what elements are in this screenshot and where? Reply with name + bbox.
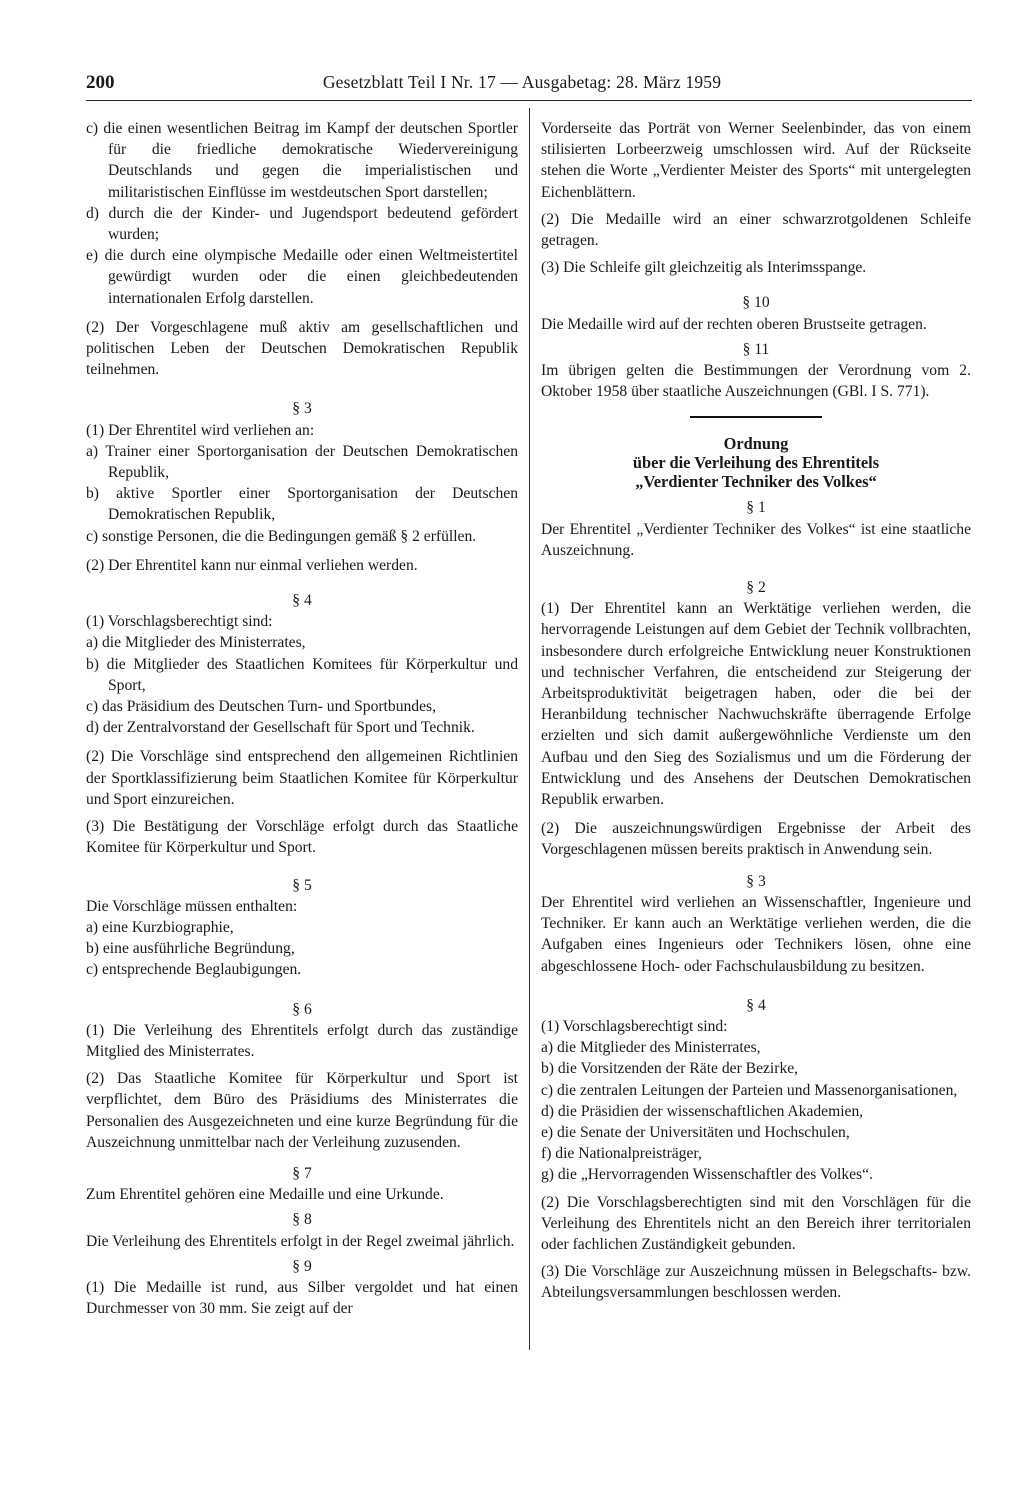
section-9-clause-2: (2) Die Medaille wird an einer schwarzrotgoldenen Schleife getragen. bbox=[541, 210, 971, 250]
left-column bbox=[86, 118, 518, 1319]
section-8-text: Die Verleihung des Ehrentitels erfolgt in der Regel zweimal jährlich. bbox=[86, 1232, 515, 1250]
ordnung-section-2-clause-1: (1) Der Ehrentitel kann an Werktätige verliehen werden, die hervorragende Leistungen auf dem Gebiet der Technik vollbrachten, insbesondere durch erfolgreiche Entwicklung neuer Konstruktionen und technischer Verfahren, die entscheidend zur Steigerung der Arbeitsproduktivität beigetragen haben, oder die bei der Heranbildung technischer Nachwuchskräfte überragende Erfolge erzielten und sich damit außergewöhnliche Verdienste um den Aufbau und den Sieg des Sozialismus und um die Förderung der Entwicklung und des Ansehens der Deutschen Demokratischen Republik erwarben. bbox=[541, 600, 971, 809]
ordnung-section-2-heading: § 2 bbox=[746, 579, 766, 597]
paragraph-2-clause-2: (2) Der Vorgeschlagene muß aktiv am gesellschaftlichen und politischen Leben der Deutschen Demokratischen Republik teilnehmen. bbox=[86, 318, 518, 379]
section-5-intro: Die Vorschläge müssen enthalten: bbox=[86, 897, 298, 915]
section-9-clause-1: (1) Die Medaille ist rund, aus Silber vergoldet und hat einen Durchmesser von 30 mm. Sie zeigt auf der bbox=[86, 1278, 518, 1318]
section-9-clause-3: (3) Die Schleife gilt gleichzeitig als Interimsspange. bbox=[541, 259, 867, 277]
paragraph-2-item-e: e) die durch eine olympische Medaille oder einen Weltmeistertitel gewürdigt wurden oder die einen gleichbedeutenden internationalen Erfolg darstellen. bbox=[86, 247, 518, 307]
section-7-text: Zum Ehrentitel gehören eine Medaille und eine Urkunde. bbox=[86, 1186, 444, 1204]
section-3-item-a: a) Trainer einer Sportorganisation der Deutschen Demokratischen Republik, bbox=[86, 442, 518, 482]
page-number: 200 bbox=[86, 72, 115, 93]
section-4-clause-2: (2) Die Vorschläge sind entsprechend den allgemeinen Richtlinien der Sportklassifizierung beim Staatlichen Komitee für Körperkultur und Sport einzureichen. bbox=[86, 748, 518, 808]
section-3-item-b: b) aktive Sportler einer Sportorganisation der Deutschen Demokratischen Republik, bbox=[86, 485, 518, 524]
section-4-item-a: a) die Mitglieder des Ministerrates, bbox=[86, 634, 306, 652]
ordnung-section-4-item-c: c) die zentralen Leitungen der Parteien und Massenorganisationen, bbox=[541, 1081, 958, 1099]
section-3-item-c: c) sonstige Personen, die die Bedingungen gemäß § 2 erfüllen. bbox=[86, 527, 477, 545]
section-3-clause-2: (2) Der Ehrentitel kann nur einmal verliehen werden. bbox=[86, 556, 418, 574]
ordnung-section-4-heading: § 4 bbox=[746, 996, 766, 1014]
ordnung-section-4-item-f: f) die Nationalpreisträger, bbox=[541, 1145, 702, 1163]
page-header bbox=[86, 72, 972, 101]
section-3-heading: § 3 bbox=[292, 400, 312, 418]
right-column bbox=[541, 118, 971, 1304]
ordnung-section-4-item-g: g) die „Hervorragenden Wissenschaftler des Volkes“. bbox=[541, 1166, 873, 1184]
section-4-item-c: c) das Präsidium des Deutschen Turn- und Sportbundes, bbox=[86, 698, 436, 716]
ordnung-section-3-text: Der Ehrentitel wird verliehen an Wissenschaftler, Ingenieure und Techniker. Er kann auch an Werktätige verliehen werden, die die Aufgaben eines Ingenieurs oder Technikers lösen, ohne eine abgeschlossene Hoch- oder Fachschulausbildung zu besitzen. bbox=[541, 893, 971, 975]
section-6-clause-2: (2) Das Staatliche Komitee für Körperkultur und Sport ist verpflichtet, dem Büro des Präsidiums des Ministerrates die Personalien des Ausgezeichneten und eine kurze Begründung für die Auszeichnung unmittelbar nach der Verleihung zuzusenden. bbox=[86, 1070, 518, 1151]
section-9-heading: § 9 bbox=[292, 1257, 312, 1275]
paragraph-2-item-c: c) die einen wesentlichen Beitrag im Kampf der deutschen Sportler für die friedliche demokratische Wiedervereinigung Deutschlands und gegen die imperialistischen und militaristischen Einflüsse im westdeutschen Sport darstellen; bbox=[86, 120, 518, 201]
ordnung-title-line-1: Ordnung bbox=[723, 434, 789, 454]
section-5-heading: § 5 bbox=[292, 876, 312, 894]
section-3-clause-1: (1) Der Ehrentitel wird verliehen an: bbox=[86, 421, 315, 439]
ordnung-section-4-item-a: a) die Mitglieder des Ministerrates, bbox=[541, 1039, 761, 1057]
ordnung-title-line-2: über die Verleihung des Ehrentitels bbox=[632, 453, 880, 473]
section-6-heading: § 6 bbox=[292, 1000, 312, 1018]
ordnung-section-4-item-e: e) die Senate der Universitäten und Hochschulen, bbox=[541, 1123, 850, 1141]
ordnung-section-1-text: Der Ehrentitel „Verdienter Techniker des Volkes“ ist eine staatliche Auszeichnung. bbox=[541, 520, 971, 559]
section-4-item-d: d) der Zentralvorstand der Gesellschaft für Sport und Technik. bbox=[86, 719, 475, 737]
running-title: Gesetzblatt Teil I Nr. 17 — Ausgabetag: 28. März 1959 bbox=[322, 72, 722, 92]
section-11-heading: § 11 bbox=[742, 340, 770, 358]
ordnung-title-line-3: „Verdienter Techniker des Volkes“ bbox=[635, 472, 877, 492]
section-9-continuation: Vorderseite das Porträt von Werner Seelenbinder, das von einem stilisierten Lorbeerzweig umschlossen wird. Auf der Rückseite stehen die Worte „Verdienter Meister des Sports“ mit untergelegten Eichenblättern. bbox=[541, 120, 971, 201]
section-4-item-b: b) die Mitglieder des Staatlichen Komitees für Körperkultur und Sport, bbox=[86, 655, 518, 694]
section-5-item-c: c) entsprechende Beglaubigungen. bbox=[86, 961, 302, 979]
section-4-clause-3: (3) Die Bestätigung der Vorschläge erfolgt durch das Staatliche Komitee für Körperkultur und Sport. bbox=[86, 818, 518, 857]
ordnung-section-4-clause-2: (2) Die Vorschlagsberechtigten sind mit den Vorschlägen für die Verleihung des Ehrentitels nicht an den Bereich ihrer territorialen oder fachlichen Zuständigkeit gebunden. bbox=[541, 1193, 971, 1253]
section-5-item-a: a) eine Kurzbiographie, bbox=[86, 918, 234, 936]
paragraph-2-item-d: d) durch die der Kinder- und Jugendsport bedeutend gefördert wurden; bbox=[86, 204, 518, 244]
section-4-clause-1: (1) Vorschlagsberechtigt sind: bbox=[86, 613, 273, 631]
section-8-heading: § 8 bbox=[292, 1211, 312, 1229]
ordnung-section-4-item-d: d) die Präsidien der wissenschaftlichen Akademien, bbox=[541, 1102, 864, 1120]
ordnung-section-2-clause-2: (2) Die auszeichnungswürdigen Ergebnisse der Arbeit des Vorgeschlagenen müssen bereits praktisch in Anwendung sein. bbox=[541, 820, 971, 859]
section-11-text: Im übrigen gelten die Bestimmungen der Verordnung vom 2. Oktober 1958 über staatliche Auszeichnungen (GBl. I S. 771). bbox=[541, 362, 971, 401]
section-5-item-b: b) eine ausführliche Begründung, bbox=[86, 940, 295, 958]
ordnung-section-4-clause-3: (3) Die Vorschläge zur Auszeichnung müssen in Belegschafts- bzw. Abteilungsversammlungen beschlossen werden. bbox=[541, 1263, 971, 1302]
ordnung-section-3-heading: § 3 bbox=[746, 872, 766, 890]
section-10-heading: § 10 bbox=[742, 294, 770, 312]
section-6-clause-1: (1) Die Verleihung des Ehrentitels erfolgt durch das zuständige Mitglied des Ministerrates. bbox=[86, 1021, 518, 1060]
section-10-text: Die Medaille wird auf der rechten oberen Brustseite getragen. bbox=[541, 315, 927, 333]
ordnung-section-1-heading: § 1 bbox=[746, 499, 766, 517]
column-divider bbox=[529, 108, 530, 1350]
separator-rule bbox=[690, 416, 822, 418]
section-4-heading: § 4 bbox=[292, 592, 312, 610]
section-7-heading: § 7 bbox=[292, 1164, 312, 1182]
ordnung-section-4-clause-1: (1) Vorschlagsberechtigt sind: bbox=[541, 1017, 728, 1035]
ordnung-section-4-item-b: b) die Vorsitzenden der Räte der Bezirke, bbox=[541, 1060, 799, 1078]
